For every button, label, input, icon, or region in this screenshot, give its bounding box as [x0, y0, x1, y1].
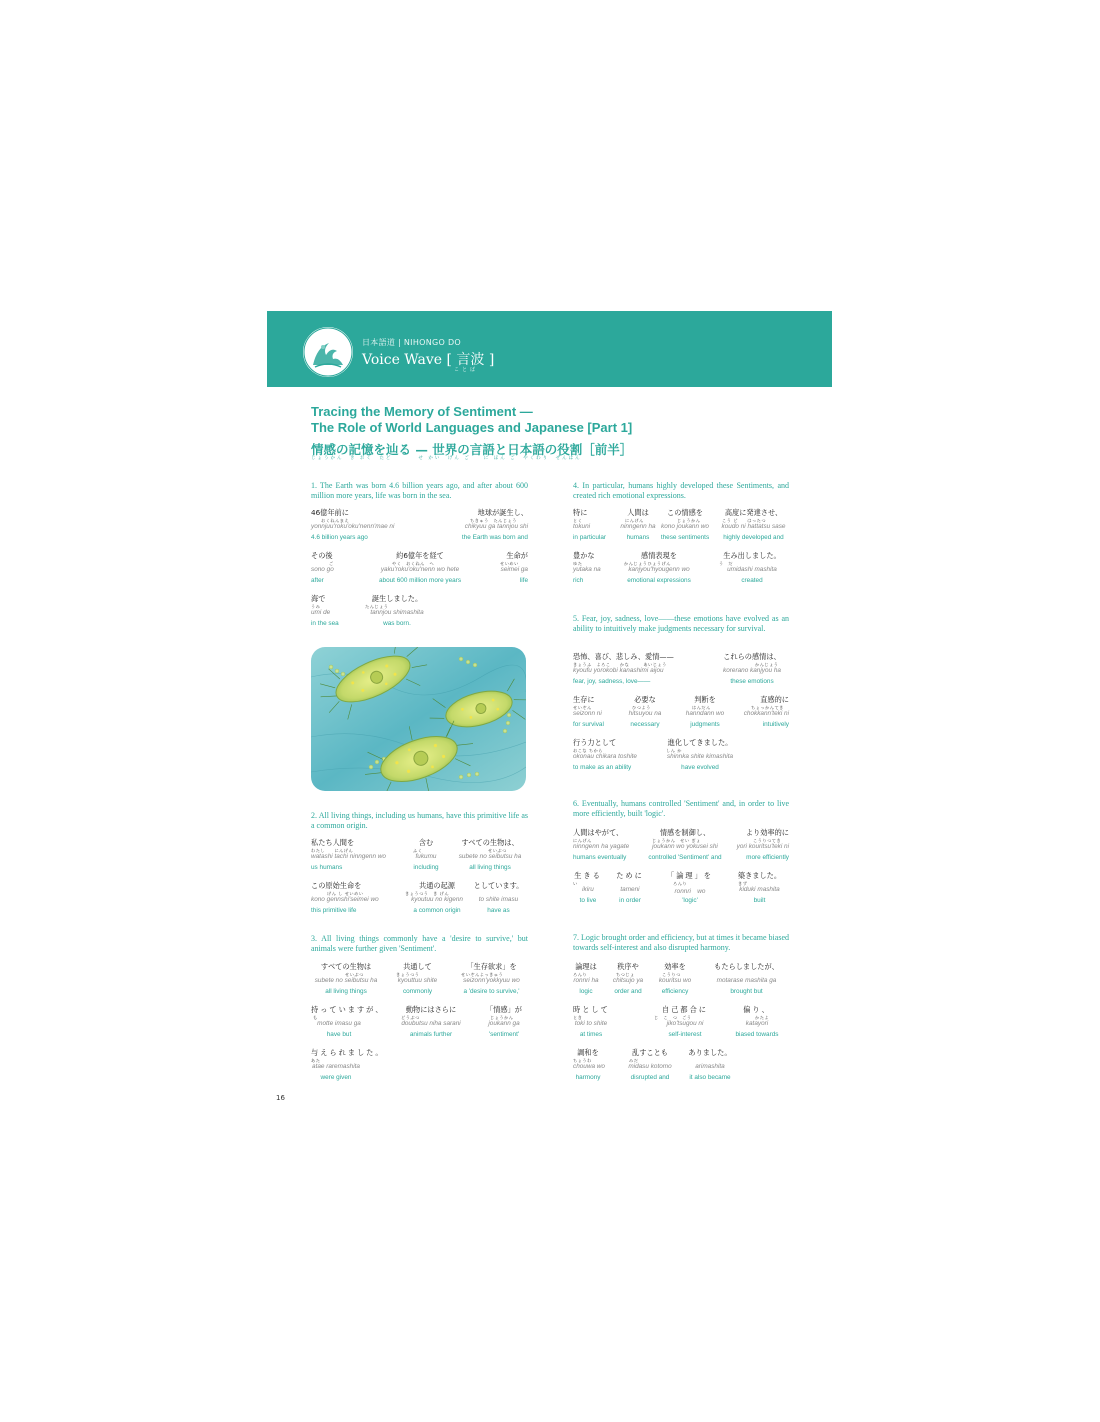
- furigana: う だ: [719, 561, 734, 566]
- japanese-phrase: 人間は: [627, 508, 649, 517]
- japanese-phrase: 人間はやがて、: [573, 828, 624, 837]
- romaji: joukann wo yokusei shi: [652, 843, 718, 850]
- romaji: kanjyou'hyougenn wo: [628, 566, 690, 573]
- japanese-phrase: 効率を: [664, 962, 686, 971]
- english-gloss: these emotions: [730, 678, 774, 685]
- romaji: korerano kanjyou ha: [723, 667, 781, 674]
- english-gloss: to live: [579, 897, 597, 904]
- article-title-ja-ruby: じょうかん き おく たど せ かい げん ご に ほん ご やくわり ぜんはん: [311, 456, 582, 461]
- romaji: subete no seibutsu ha: [314, 977, 378, 984]
- japanese-phrase: 時として: [573, 1005, 610, 1014]
- furigana: かんじょう: [755, 662, 779, 667]
- english-gloss: harmony: [575, 1074, 601, 1081]
- furigana: にんげん: [625, 518, 644, 523]
- furigana: とき: [573, 1015, 583, 1020]
- english-gloss: controlled 'Sentiment' and: [648, 854, 722, 861]
- japanese-phrase: ありました。: [688, 1048, 732, 1057]
- english-gloss: to make as an ability: [573, 764, 632, 771]
- english-gloss: fear, joy, sadness, love——: [573, 678, 651, 685]
- header-title-ruby: ことば: [454, 367, 479, 373]
- romaji: kyouttuu shite: [397, 977, 438, 984]
- japanese-phrase: 特に: [573, 508, 588, 517]
- section-intro: 4. In particular, humans highly developed these Sentiments, and created rich emotional expressions.: [573, 481, 789, 500]
- english-gloss: have but: [326, 1031, 352, 1038]
- furigana: きょうつう: [396, 972, 420, 977]
- section-intro: 6. Eventually, humans controlled 'Sentiment' and, in order to live more efficiently, built 'logic'.: [573, 799, 789, 818]
- romaji: atae raremashita: [312, 1063, 360, 1070]
- japanese-phrase: もたらしましたが、: [714, 962, 779, 971]
- japanese-phrase: 生きる: [574, 871, 602, 880]
- japanese-phrase: この情感を: [667, 508, 703, 517]
- japanese-phrase: これらの感情は、: [723, 652, 781, 661]
- wave-logo-icon: [303, 327, 353, 377]
- japanese-phrase: 高度に発達させ、: [724, 508, 783, 517]
- english-gloss: rich: [573, 577, 584, 584]
- japanese-phrase: この原始生命を: [311, 881, 362, 890]
- english-gloss: have as: [487, 907, 510, 914]
- japanese-phrase: すべての生物は: [320, 962, 372, 971]
- romaji: tameni: [620, 886, 640, 893]
- japanese-phrase: 調和を: [577, 1048, 599, 1057]
- furigana: おこな ちから: [573, 748, 603, 753]
- english-gloss: efficiency: [661, 988, 689, 995]
- furigana: じ こ つ ごう: [654, 1015, 692, 1020]
- japanese-phrase: としています。: [473, 881, 524, 890]
- furigana: みだ: [629, 1058, 639, 1063]
- japanese-phrase: 46億年前に: [311, 508, 349, 517]
- romaji: okonau chikara toshite: [573, 753, 637, 760]
- japanese-phrase: すべての生物は、: [461, 838, 519, 847]
- romaji: hanndann wo: [685, 710, 725, 717]
- romaji: sono go: [311, 566, 334, 573]
- romaji: hitsuyou na: [628, 710, 662, 717]
- romaji: to shite imasu: [478, 896, 519, 903]
- furigana: ご: [329, 561, 334, 566]
- furigana: い: [573, 881, 578, 886]
- furigana: かんじょうひょうげん: [624, 561, 671, 566]
- furigana: ちょうわ: [573, 1058, 592, 1063]
- furigana: あた: [311, 1058, 321, 1063]
- japanese-phrase: より効率的に: [745, 828, 789, 837]
- romaji: chikyuu ga tannjou shi: [464, 523, 528, 530]
- romaji: kono joukann wo: [661, 523, 709, 530]
- microorganism-illustration: [311, 647, 526, 791]
- english-gloss: created: [741, 577, 763, 584]
- romaji: ninngenn ha: [620, 523, 656, 530]
- furigana: こうりつてき: [753, 838, 782, 843]
- romaji: arimashita: [695, 1063, 725, 1070]
- japanese-phrase: 直感的に: [760, 695, 789, 704]
- japanese-phrase: 秩序や: [617, 962, 639, 971]
- romaji: chokkann'teki ni: [743, 710, 789, 717]
- furigana: せいぞんよっきゅう: [461, 972, 504, 977]
- header-subtitle: 日本語道 | NIHONGO DO: [362, 338, 462, 347]
- furigana: わたし にんげん: [311, 848, 354, 853]
- japanese-phrase: 与えられました。: [311, 1048, 385, 1057]
- romaji: kyoutuu no kigenn: [411, 896, 463, 903]
- furigana: きず: [738, 881, 748, 886]
- furigana: ふく: [413, 848, 423, 853]
- english-gloss: logic: [579, 988, 593, 995]
- romaji: kono gennshi'seimei wo: [311, 896, 379, 903]
- english-gloss: life: [519, 577, 528, 584]
- romaji: chitsujo ya: [612, 977, 644, 984]
- romaji: kyoufu yorokobi kanashimi aijou: [573, 667, 664, 674]
- romaji: ronnri ha: [573, 977, 599, 984]
- section-intro: 1. The Earth was born 4.6 billion years ago, and after about 600 million more years, life was born in the sea.: [311, 481, 528, 500]
- romaji: yonnjuu'roku'oku'nenn'mae ni: [311, 523, 395, 530]
- japanese-phrase: 約6億年を経て: [396, 551, 444, 560]
- english-gloss: the Earth was born and: [461, 534, 528, 541]
- english-gloss: in the sea: [311, 620, 339, 627]
- english-gloss: humans: [626, 534, 650, 541]
- english-gloss: emotional expressions: [627, 577, 691, 584]
- furigana: おくねんまえ: [321, 518, 350, 523]
- japanese-phrase: 生み出しました。: [723, 551, 781, 560]
- furigana: せいめい: [500, 561, 519, 566]
- japanese-phrase: 情感を制御し、: [659, 828, 711, 837]
- article-title-ja: 情感の記憶を辿る — 世界の言語と日本語の役割［前半］: [311, 442, 633, 457]
- english-gloss: have evolved: [681, 764, 719, 771]
- english-gloss: animals further: [409, 1031, 453, 1038]
- furigana: じょうかん せい ぎょ: [652, 838, 701, 843]
- furigana: ろんり: [573, 972, 588, 977]
- furigana: せいぶつ: [345, 972, 364, 977]
- english-gloss: biased towards: [735, 1031, 779, 1038]
- japanese-phrase: 「情感」が: [486, 1005, 522, 1014]
- japanese-phrase: 共通して: [403, 962, 432, 971]
- english-gloss: brought but: [730, 988, 763, 995]
- english-gloss: more efficiently: [746, 854, 789, 861]
- romaji: ronnri wo: [674, 888, 706, 895]
- japanese-phrase: 乱すことも: [632, 1048, 668, 1057]
- romaji: motte imasu ga: [317, 1020, 361, 1027]
- furigana: かたよ: [755, 1015, 770, 1020]
- japanese-phrase: 生存に: [573, 695, 595, 704]
- page-number: 16: [276, 1094, 285, 1102]
- furigana: も: [313, 1015, 318, 1020]
- romaji: umi de: [311, 609, 331, 616]
- section-intro: 5. Fear, joy, sadness, love——these emotions have evolved as an ability to intuitively make judgments necessary for survival.: [573, 614, 789, 633]
- japanese-phrase: ために: [616, 871, 644, 880]
- japanese-phrase: 誕生しました。: [371, 594, 423, 603]
- romaji: seizonn ni: [573, 710, 602, 717]
- english-gloss: a common origin: [413, 907, 461, 914]
- romaji: joukann ga: [488, 1020, 520, 1027]
- japanese-phrase: 自己都合に: [662, 1005, 708, 1014]
- japanese-phrase: 判断を: [694, 695, 716, 704]
- romaji: shinnka shite kimashita: [666, 753, 734, 760]
- english-gloss: highly developed and: [723, 534, 784, 541]
- romaji: fukumu: [415, 853, 437, 860]
- english-gloss: including: [413, 864, 439, 871]
- english-gloss: it also became: [689, 1074, 731, 1081]
- romaji: toki to shite: [574, 1020, 608, 1027]
- section-intro: 2. All living things, including us humans, have this primitive life as a common origin.: [311, 811, 528, 830]
- japanese-phrase: 「生存欲求」を: [466, 962, 517, 971]
- furigana: じょうかん: [677, 518, 701, 523]
- romaji: katayori: [745, 1020, 769, 1027]
- article-title-en-1: Tracing the Memory of Sentiment —: [311, 404, 533, 419]
- header-title-text: Voice Wave [ 言波 ]: [362, 352, 495, 368]
- english-gloss: this primitive life: [311, 907, 357, 914]
- furigana: しん か: [666, 748, 682, 753]
- furigana: ちょっかんてき: [751, 705, 784, 710]
- furigana: きょうふ よろこ かな あいじょう: [573, 662, 667, 667]
- romaji: chouwa wo: [573, 1063, 605, 1070]
- romaji: tokuni: [573, 523, 591, 530]
- romaji: kiduki mashita: [739, 886, 780, 893]
- romaji: motarase mashita ga: [716, 977, 777, 984]
- english-gloss: about 600 million more years: [378, 577, 462, 584]
- furigana: ゆた: [573, 561, 583, 566]
- english-gloss: 4.6 billion years ago: [311, 534, 368, 541]
- romaji: seizonn'yokkyuu wo: [463, 977, 520, 984]
- romaji: midasu kotomo: [628, 1063, 672, 1070]
- romaji: yaku'roku'oku'nenn wo hete: [380, 566, 460, 573]
- japanese-phrase: 持っていますが、: [311, 1005, 385, 1014]
- romaji: seimei ga: [500, 566, 528, 573]
- english-gloss: after: [311, 577, 324, 584]
- romaji: umidashi mashita: [727, 566, 777, 573]
- romaji: ikiru: [582, 886, 594, 893]
- japanese-phrase: 含む: [418, 838, 434, 847]
- furigana: ひつよう: [632, 705, 651, 710]
- romaji: doubutsu niha sarani: [401, 1020, 461, 1027]
- furigana: うみ: [311, 604, 321, 609]
- romaji: watashi tachi ninngenn wo: [311, 853, 386, 860]
- japanese-phrase: 生命が: [506, 551, 528, 560]
- english-gloss: us humans: [311, 864, 343, 871]
- furigana: せいぞん: [573, 705, 592, 710]
- section-intro: 3. All living things commonly have a 'desire to survive,' but animals were further given 'Sentiment'.: [311, 934, 528, 953]
- english-gloss: intuitively: [762, 721, 789, 728]
- romaji: kouritsu wo: [658, 977, 692, 984]
- romaji: koudo ni hattatsu sase: [721, 523, 786, 530]
- english-gloss: necessary: [630, 721, 660, 728]
- english-gloss: built: [753, 897, 766, 904]
- furigana: きょうつう き げん: [405, 891, 450, 896]
- japanese-phrase: 動物にはさらに: [405, 1005, 457, 1014]
- romaji: ninngenn ha yagate: [573, 843, 630, 850]
- japanese-phrase: 「論理」を: [667, 871, 713, 880]
- header-title: [362, 349, 495, 373]
- japanese-phrase: 偏り、: [743, 1005, 771, 1014]
- furigana: にんげん: [573, 838, 592, 843]
- furigana: こうりつ: [662, 972, 681, 977]
- english-gloss: was born.: [383, 620, 411, 627]
- japanese-phrase: 築きました。: [737, 871, 782, 880]
- romaji: subete no seibutsu ha: [458, 853, 522, 860]
- japanese-phrase: 豊かな: [573, 551, 595, 560]
- english-gloss: humans eventually: [573, 854, 627, 861]
- english-gloss: disrupted and: [630, 1074, 670, 1081]
- english-gloss: at times: [579, 1031, 603, 1038]
- english-gloss: were given: [320, 1074, 352, 1081]
- japanese-phrase: 感情表現を: [641, 551, 677, 560]
- japanese-phrase: 地球が誕生し、: [477, 508, 528, 517]
- japanese-phrase: 論理は: [575, 962, 597, 971]
- japanese-phrase: その後: [311, 551, 333, 560]
- furigana: せいぶつ: [488, 848, 507, 853]
- english-gloss: these sentiments: [660, 534, 710, 541]
- furigana: とく: [573, 518, 583, 523]
- english-gloss: commonly: [402, 988, 433, 995]
- furigana: ろんり: [673, 881, 688, 886]
- japanese-phrase: 恐怖、喜び、悲しみ、愛情——: [573, 652, 674, 661]
- furigana: ちきゅう たんじょう: [470, 518, 517, 523]
- furigana: はんだん: [692, 705, 711, 710]
- article-title-en-2: The Role of World Languages and Japanese [Part 1]: [311, 420, 633, 435]
- japanese-phrase: 行う力として: [573, 738, 617, 747]
- romaji: jiko'tsugou ni: [666, 1020, 704, 1027]
- japanese-phrase: 私たち人間を: [311, 838, 355, 847]
- japanese-phrase: 進化してきました。: [667, 738, 733, 747]
- japanese-phrase: 必要な: [634, 695, 656, 704]
- romaji: yutaka na: [573, 566, 601, 573]
- furigana: こう ど はったつ: [722, 518, 767, 523]
- english-gloss: a 'desire to survive,': [463, 988, 520, 995]
- japanese-phrase: 共通の起源: [419, 881, 455, 890]
- romaji: tannjou shimashita: [370, 609, 424, 616]
- romaji: yori kouritsu'teki ni: [736, 843, 789, 850]
- furigana: げん し せいめい: [327, 891, 364, 896]
- english-gloss: self-interest: [668, 1031, 702, 1038]
- english-gloss: judgments: [690, 721, 720, 728]
- furigana: じょうかん: [490, 1015, 514, 1020]
- furigana: ちつじょ: [616, 972, 635, 977]
- english-gloss: order and: [614, 988, 642, 995]
- furigana: たんじょう: [365, 604, 389, 609]
- english-gloss: all living things: [325, 988, 367, 995]
- english-gloss: in order: [619, 897, 641, 904]
- section-intro: 7. Logic brought order and efficiency, but at times it became biased towards self-interest and also disrupted harmony.: [573, 933, 789, 952]
- japanese-phrase: 海で: [311, 594, 326, 603]
- english-gloss: 'logic': [682, 897, 698, 904]
- furigana: どうぶつ: [401, 1015, 420, 1020]
- english-gloss: for survival: [573, 721, 604, 728]
- english-gloss: all living things: [469, 864, 511, 871]
- english-gloss: in particular: [573, 534, 607, 541]
- english-gloss: 'sentiment': [488, 1031, 520, 1038]
- furigana: やく おくねん へ: [392, 561, 435, 566]
